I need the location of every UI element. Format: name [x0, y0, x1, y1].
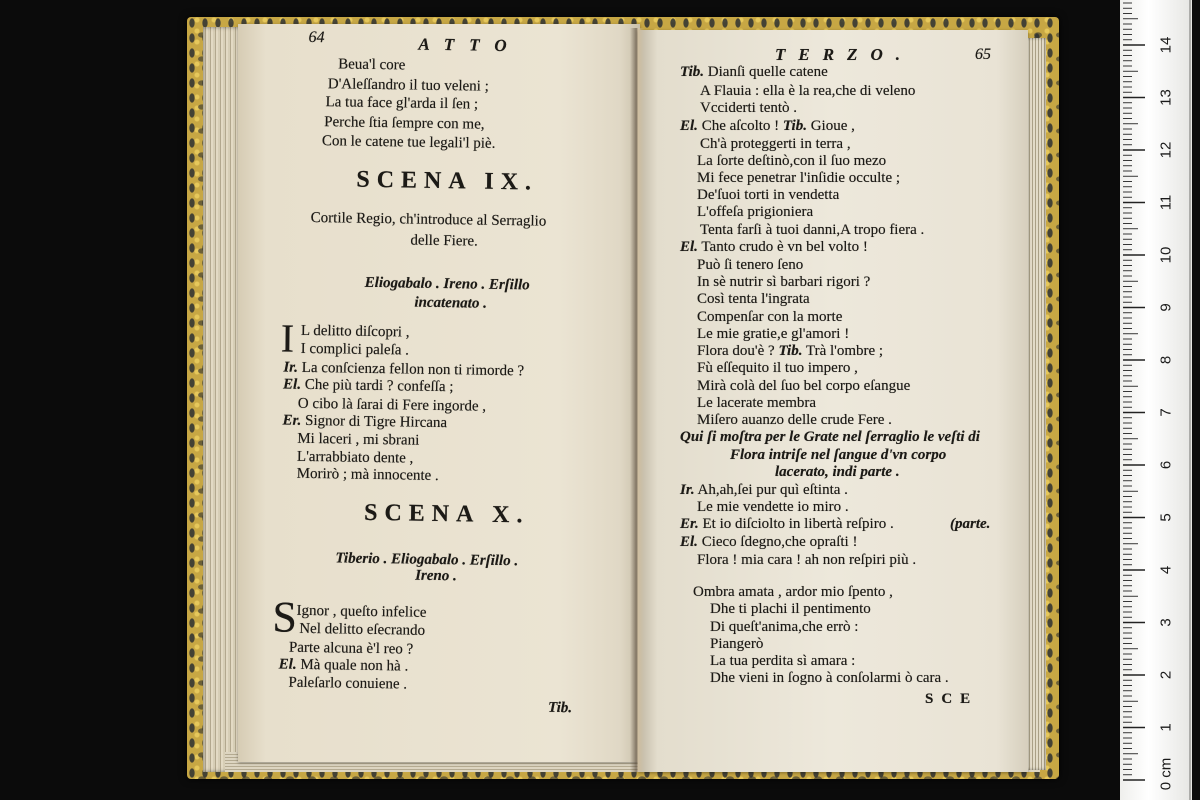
scene-heading: SCENA X.	[363, 499, 530, 529]
dialogue-line	[680, 238, 868, 256]
line-text: Mi laceri , mi sbrani	[297, 430, 420, 449]
line-text: Le lacerate membra	[697, 395, 817, 411]
character-list: incatenato .	[414, 294, 488, 312]
right-page-text	[638, 30, 1028, 772]
measuring-ruler	[1120, 0, 1192, 800]
speaker-label: Tib.	[778, 343, 803, 359]
verse-line	[301, 322, 410, 342]
verse-line	[697, 152, 886, 170]
verse-line: Beua'l core	[338, 56, 406, 74]
line-text: Cieco ſdegno,che opraſti !	[701, 534, 858, 550]
exit-direction: (parte.	[950, 516, 991, 532]
ruler-scale	[1120, 0, 1192, 800]
verse-line	[697, 256, 803, 274]
verse-line	[697, 411, 892, 429]
verse-line	[700, 135, 851, 153]
verse-line	[697, 377, 910, 395]
line-text: A Flauia : ella è la rea,che di veleno	[700, 83, 916, 99]
aria-line: Dhe ti plachi il pentimento	[710, 601, 871, 617]
line-text: La conſcienza fellon non ti rimorde ?	[301, 359, 525, 380]
line-text: L delitto diſcopri ,	[300, 322, 410, 341]
left-page	[238, 24, 640, 762]
line-text: De'ſuoi torti in vendetta	[697, 187, 840, 203]
verse-line	[697, 394, 816, 412]
verse-line	[299, 620, 425, 640]
line-text: L'arrabbiato dente ,	[296, 448, 414, 467]
character-list: Ireno .	[415, 567, 457, 585]
verse-line	[697, 169, 900, 187]
verse-line	[697, 325, 849, 343]
dialogue-line	[283, 376, 454, 397]
line-text: Ch'à proteggerti in terra ,	[700, 136, 851, 152]
line-text: Le mie vendette io miro .	[697, 499, 849, 515]
running-head: ATTO	[418, 34, 522, 56]
dialogue-line	[279, 656, 409, 676]
verse-line	[697, 308, 842, 326]
line-text: Nel delitto eſecrando	[299, 620, 426, 639]
line-text: L'offeſa prigioniera	[697, 204, 814, 220]
verse-line	[288, 674, 407, 694]
line-text: Compenſar con la morte	[697, 309, 843, 325]
ruler-number: 14	[1157, 36, 1175, 54]
aria-line: Ombra amata , ardor mio ſpento ,	[693, 584, 893, 600]
verse-line	[301, 340, 410, 360]
aria-line: Di queſt'anima,che errò :	[710, 619, 859, 635]
line-text: Può ſi tenero ſeno	[697, 257, 804, 273]
verse-line	[697, 186, 839, 204]
verse-line	[697, 273, 870, 291]
line-text: Trà l'ombre ;	[805, 343, 884, 359]
verse-line	[697, 290, 810, 308]
ruler-number: 11	[1157, 194, 1175, 211]
ruler-number: 5	[1157, 513, 1175, 522]
line-text: Signor di Tigre Hircana	[304, 412, 448, 432]
verse-line	[297, 430, 419, 450]
stage-direction: Flora intriſe nel ſangue d'vn corpo	[730, 447, 947, 463]
line-text: I complici paleſa .	[300, 340, 410, 359]
verse-line	[697, 498, 849, 516]
stage-direction: Qui ſi moſtra per le Grate nel ſerraglio le veſti di	[680, 429, 980, 445]
ruler-number: 13	[1157, 89, 1175, 106]
speaker-label: Ir.	[283, 359, 299, 376]
line-text: Paleſarlo conuiene .	[288, 674, 408, 693]
verse-line: D'Aleſſandro il tuo veleni ;	[327, 76, 489, 95]
speaker-label: Tib.	[782, 118, 807, 134]
line-text: In sè nutrir sì barbari rigori ?	[697, 274, 871, 290]
speaker-label: El.	[680, 118, 698, 134]
scene-setting: Cortile Regio, ch'introduce al Serraglio	[310, 209, 547, 230]
ruler-number: 2	[1157, 670, 1175, 680]
page-number: 64	[308, 28, 325, 47]
line-text: Mirà colà del ſuo bel corpo eſangue	[697, 378, 911, 394]
line-text: Tenta farſi à tuoi danni,A tropo fiera .	[700, 222, 925, 238]
drop-cap: I	[280, 315, 295, 361]
speaker-label: Er.	[282, 412, 302, 429]
verse-line	[700, 99, 797, 117]
verse-line	[297, 465, 439, 485]
speaker-label: El.	[282, 376, 302, 393]
dialogue-line	[680, 481, 848, 499]
line-text: Mi fece penetrar l'inſidie occulte ;	[697, 170, 901, 186]
catchword: Tib.	[547, 699, 573, 717]
line-text: Ignor , queſto infelice	[296, 602, 427, 621]
verse-line: La tua face gl'arda il ſen ;	[325, 94, 479, 113]
ruler-number: 7	[1157, 408, 1175, 417]
speaker-label: Er.	[680, 516, 699, 532]
aria-line: Piangerò	[710, 636, 764, 652]
ruler-number: 6	[1157, 460, 1175, 470]
character-list: Eliogabalo . Ireno . Erſillo	[364, 274, 530, 294]
ruler-number: 0 cm	[1157, 757, 1175, 791]
line-text: Et io diſciolto in libertà reſpiro .	[702, 516, 894, 532]
verse-line	[697, 359, 858, 377]
line-text: Le mie gratie,e gl'amori !	[697, 326, 850, 342]
verse-line	[697, 203, 813, 221]
line-text: Tanto crudo è vn bel volto !	[701, 239, 868, 255]
verse-line: Con le catene tue legali'l piè.	[321, 133, 496, 152]
page-number: 65	[975, 46, 991, 63]
ruler-number: 9	[1157, 303, 1175, 312]
line-text: Ah,ah,ſei pur quì eſtinta .	[697, 482, 848, 498]
verse-line	[296, 602, 426, 622]
line-text: Vcciderti tentò .	[700, 100, 798, 116]
line-text: O cibo là ſarai di Fere ingorde ,	[297, 395, 487, 415]
stage-direction: lacerato, indi parte .	[775, 464, 900, 480]
scene-setting: delle Fiere.	[410, 232, 478, 250]
line-text: Che aſcolto !	[701, 118, 780, 134]
ruler-number: 8	[1157, 355, 1175, 365]
right-page	[638, 30, 1028, 772]
aria-line: Dhe vieni in ſogno à conſolarmi ò cara .	[710, 670, 949, 686]
verse-line: Perche ſtia ſempre con me,	[324, 114, 485, 133]
dialogue-line	[680, 533, 857, 551]
line-text: Mà quale non hà .	[300, 656, 409, 675]
aria-line: La tua perdita sì amara :	[710, 653, 856, 669]
line-text: Dianſi quelle catene	[707, 64, 828, 80]
line-text: Flora ! mia cara ! ah non reſpiri più .	[697, 552, 917, 568]
speaker-label: El.	[680, 534, 698, 550]
dialogue-line	[680, 515, 894, 533]
speaker-label: Ir.	[680, 482, 695, 498]
line-text: Che più tardi ? confeſſa ;	[304, 376, 454, 396]
catchword: SCE	[925, 691, 979, 707]
speaker-label: El.	[680, 239, 698, 255]
line-text: Flora dou'è ?	[697, 343, 775, 359]
line-text: Così tenta l'ingrata	[697, 291, 810, 307]
dialogue-line	[680, 63, 828, 81]
line-text: La ſorte deſtinò,con il ſuo mezo	[697, 153, 887, 169]
scene-heading: SCENA IX.	[356, 166, 539, 196]
dialogue-line	[697, 342, 883, 360]
character-list: Tiberio . Eliogabalo . Erſillo .	[335, 550, 519, 570]
verse-line	[697, 551, 916, 569]
book-gutter	[630, 28, 644, 772]
left-page-text	[232, 21, 646, 765]
ruler-number: 10	[1157, 246, 1175, 264]
line-text: Parte alcuna è'l reo ?	[288, 639, 414, 658]
running-head: TERZO.	[775, 45, 913, 64]
drop-cap: S	[272, 592, 298, 642]
ruler-number: 4	[1157, 565, 1175, 575]
line-text: Gioue ,	[810, 118, 855, 134]
line-text: Fù eſſequito il tuo impero ,	[697, 360, 858, 376]
dialogue-line	[680, 117, 855, 135]
speaker-label: Tib.	[680, 64, 705, 80]
ruler-number: 1	[1157, 723, 1175, 732]
line-text: Miſero auanzo delle crude Fere .	[697, 412, 892, 428]
line-text: Morirò ; mà innocente .	[296, 465, 439, 485]
verse-line	[700, 221, 924, 239]
ruler-number: 3	[1157, 618, 1175, 627]
ruler-number: 12	[1157, 141, 1175, 159]
speaker-label: El.	[278, 656, 297, 673]
verse-line	[700, 82, 915, 100]
